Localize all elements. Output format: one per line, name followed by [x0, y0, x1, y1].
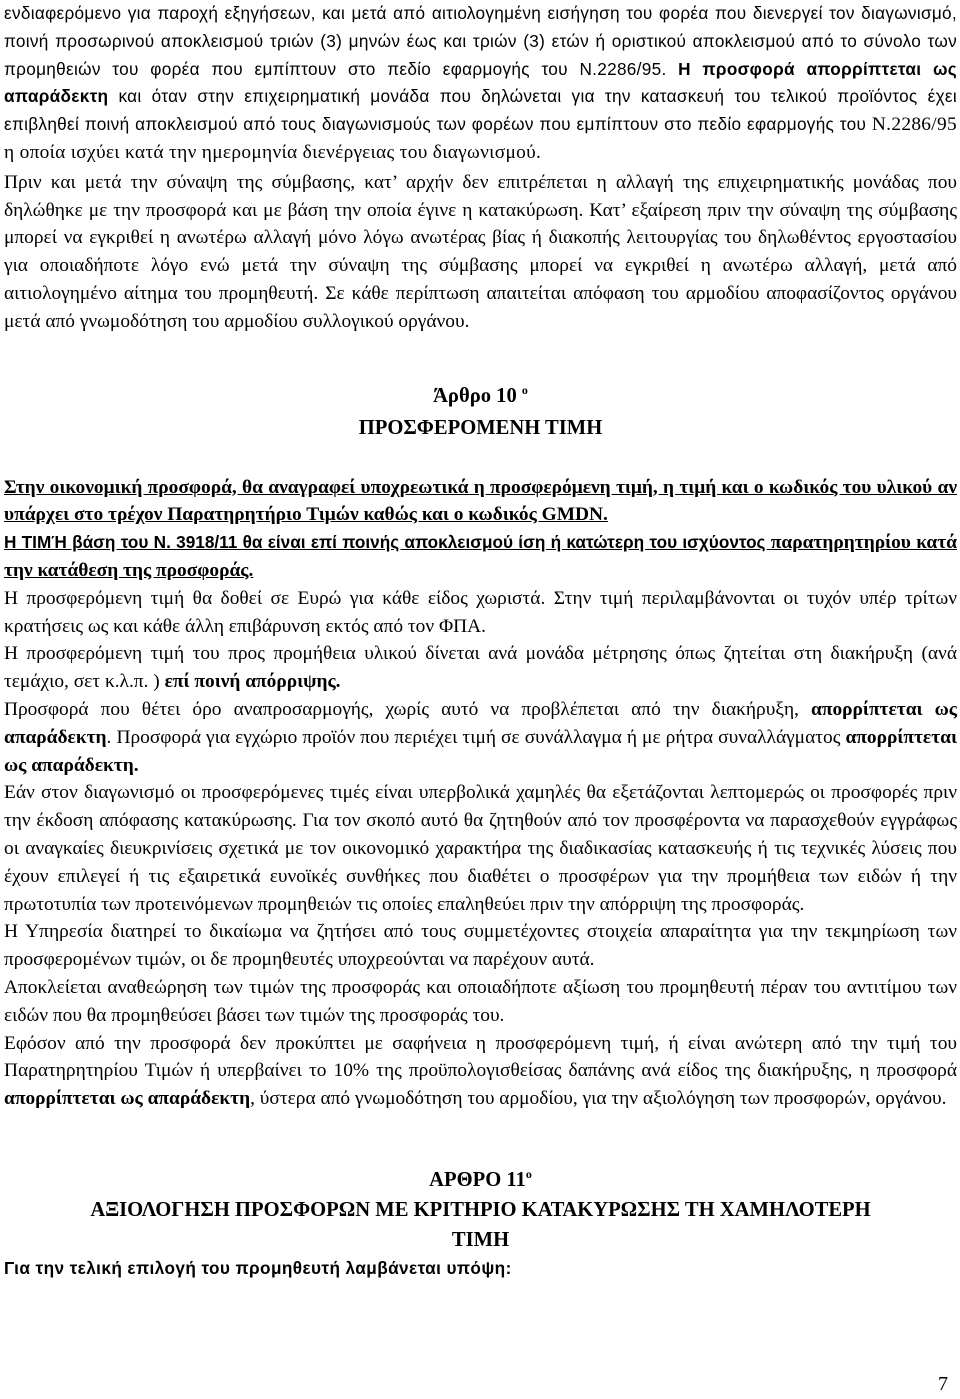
paragraph-service-rights: Η Υπηρεσία διατηρεί το δικαίωμα να ζητήσει από τους συμμετέχοντες στοιχεία απαραίτητα για την τεκμηρίωση των προσφερομένων τιμών, οι δε προμηθευτές υποχρεούνται να παρέχουν αυτά.	[4, 921, 957, 971]
article-10-subtitle: ΠΡΟΣΦΕΡΟΜΕΝΗ ΤΙΜΗ	[358, 416, 603, 439]
text: Προσφορά που θέτει όρο αναπροσαρμογής, χωρίς αυτό να προβλέπεται από την διακήρυξη,	[4, 698, 812, 720]
text: και όταν στην επιχειρηματική μονάδα που δηλώνεται για την κατασκευή του τελικού προϊόντος έχει επιβληθεί ποινή αποκλεισμού από τους διαγωνισμούς των φορέων που εμπίπτουν στο πεδίο εφαρμογής του	[4, 86, 957, 135]
paragraph-exclusion	[4, 0, 957, 167]
article-11-subtitle-cont: ΤΙΜΗ	[451, 1228, 510, 1251]
paragraph-rejection	[4, 1030, 957, 1113]
paragraph-final-selection: Για την τελική επιλογή του προμηθευτή λαμβάνεται υπόψη:	[4, 1257, 512, 1278]
paragraph-unit-change: Πριν και μετά την σύναψη της σύμβασης, κατ’ αρχήν δεν επιτρέπεται η αλλαγή της επιχειρηματικής μονάδας που δηλώθηκε με την προσφορά και με βάση την οποία έγινε η κατακύρωση. Κατ’ εξαίρεση πριν την σύναψη της σύμβασης μπορεί να εγκριθεί η ανωτέρω αλλαγή μόνο λόγω ανωτέρας βίας ή διακοπής λειτουργίας του δηλωθέντος εργοστασίου για οποιαδήποτε λόγο ενώ μετά την σύναψη της σύμβασης μπορεί να εγκριθεί η ανωτέρω αλλαγή, μετά από αιτιολογημένο αίτημα του προμηθευτή. Σε κάθε περίπτωση απαιτείται απόφαση του αρμοδίου αποφασίζοντος οργάνου μετά από γνωμοδότηση του αρμοδίου συλλογικού οργάνου.	[4, 171, 957, 332]
page-number: 7	[938, 1373, 948, 1395]
article-11-title	[4, 1165, 957, 1195]
paragraph-unit-price	[4, 640, 957, 696]
bold-text: απορρίπτεται ως απαράδεκτη	[4, 698, 957, 748]
text: . Προσφορά για εγχώριο προϊόν που περιέχει τιμή σε συνάλλαγμα ή με ρήτρα συναλλάγματος	[106, 726, 846, 748]
text: ενδιαφερόμενο για παροχή εξηγήσεων, και μετά από αιτιολογημένη εισήγηση του φορέα που διενεργεί τον διαγωνισμό, ποινή προσωρινού αποκλεισμού τριών (3) μηνών έως και τριών (3) ετών ή οριστικού αποκλεισμού από το σύνολο των προμηθειών του φορέα που εμπίπτουν στο πεδίο εφαρμογής του Ν.2286/95.	[4, 3, 957, 79]
paragraph-financial-offer: Στην οικονομική προσφορά, θα αναγραφεί υποχρεωτικά η προσφερόμενη τιμή, η τιμή και ο κωδικός του υλικού αν υπάρχει στο τρέχον Παρατηρητήριο Τιμών καθώς και ο κωδικός GMDN.	[4, 476, 957, 526]
bold-text: επί ποινή απόρριψης.	[164, 671, 341, 693]
paragraph-no-revision: Αποκλείεται αναθεώρηση των τιμών της προσφοράς και οποιαδήποτε αξίωση του προμηθευτή πέραν του αντιτίμου των ειδών που θα προμηθεύσει βάσει των τιμών της προσφοράς του.	[4, 976, 957, 1026]
paragraph-adjustment	[4, 696, 957, 779]
document-page	[4, 0, 957, 1283]
bold-text: απορρίπτεται ως απαράδεκτη	[4, 1088, 251, 1110]
paragraph-price-basis	[4, 529, 957, 585]
article-10-heading	[4, 380, 957, 444]
text: Η προσφερόμενη τιμή του προς προμήθεια υλικού δίνεται ανά μονάδα μέτρησης όπως ζητείται στη διακήρυξη (ανά τεμάχιο, σετ κ.λ.π. )	[4, 643, 957, 693]
bold-text: απορρίπτεται ως απαράδεκτη.	[4, 726, 957, 776]
article-11-heading	[4, 1165, 957, 1255]
article-11-subtitle: ΑΞΙΟΛΟΓΗΣΗ ΠΡΟΣΦΟΡΩΝ ΜΕ ΚΡΙΤΗΡΙΟ ΚΑΤΑΚΥΡΩΣΗΣ ΤΗ ΧΑΜΗΛΟΤΕΡΗ	[90, 1198, 871, 1221]
bold-text: παρατηρητηρίου κατά την κατάθεση της προσφοράς.	[4, 532, 957, 581]
article-ordinal: ο	[521, 382, 528, 397]
paragraph-currency: Η προσφερόμενη τιμή θα δοθεί σε Ευρώ για κάθε είδος χωριστά. Στην τιμή περιλαμβάνονται οι τυχόν υπέρ τρίτων κρατήσεις ως και κάθε άλλη επιβάρυνση εκτός από τον ΦΠΑ.	[4, 587, 957, 637]
text: , ύστερα από γνωμοδότηση του αρμοδίου, για την αξιολόγηση των προσφορών, οργάνου.	[250, 1088, 947, 1110]
paragraph-low-prices: Εάν στον διαγωνισμό οι προσφερόμενες τιμές είναι υπερβολικά χαμηλές θα εξετάζονται λεπτομερώς οι προσφορές πριν την έκδοση απόφασης κατακύρωσης. Για τον σκοπό αυτό θα ζητηθούν από τον προσφέροντα να παρασχεθούν εγγράφως οι αναγκαίες διευκρινίσεις σχετικά με τον οικονομικό χαρακτήρα της διαδικασίας κατασκευής ή τις τεχνικές λύσεις που έχουν επιλεγεί ή τις εξαιρετικά ευνοϊκές συνθήκες που διαθέτει ο προσφέρων για την προμήθεια των ειδών ή την πρωτοτυπία των προτεινόμενων προμηθειών τις οποίες επαληθεύει πριν την απόρριψη της προσφοράς.	[4, 782, 957, 915]
text: Ν.2286/95 η οποία ισχύει κατά την ημερομηνία διενέργειας του διαγωνισμού.	[4, 114, 957, 163]
bold-text: Η προσφορά απορρίπτεται ως απαράδεκτη	[4, 58, 957, 107]
bold-text: Η ΤΙΜΉ βάση του Ν. 3918/11 θα είναι επί ποινής αποκλεισμού ίση ή κατώτερη του ισχύοντος	[4, 532, 771, 553]
text: Εφόσον από την προσφορά δεν προκύπτει με σαφήνεια η προσφερόμενη τιμή, ή είναι ανώτερη από την τιμή του Παρατηρητηρίου Τιμών ή υπερβαίνει το 10% της προϋπολογισθείσας δαπάνης ανά είδος της διακήρυξης, η προσφορά	[4, 1032, 957, 1082]
article-10-title	[4, 380, 957, 412]
article-title-text: Άρθρο 10	[433, 384, 517, 407]
article-title-text: ΑΡΘΡΟ 11	[429, 1168, 526, 1191]
article-ordinal: ο	[525, 1167, 532, 1182]
